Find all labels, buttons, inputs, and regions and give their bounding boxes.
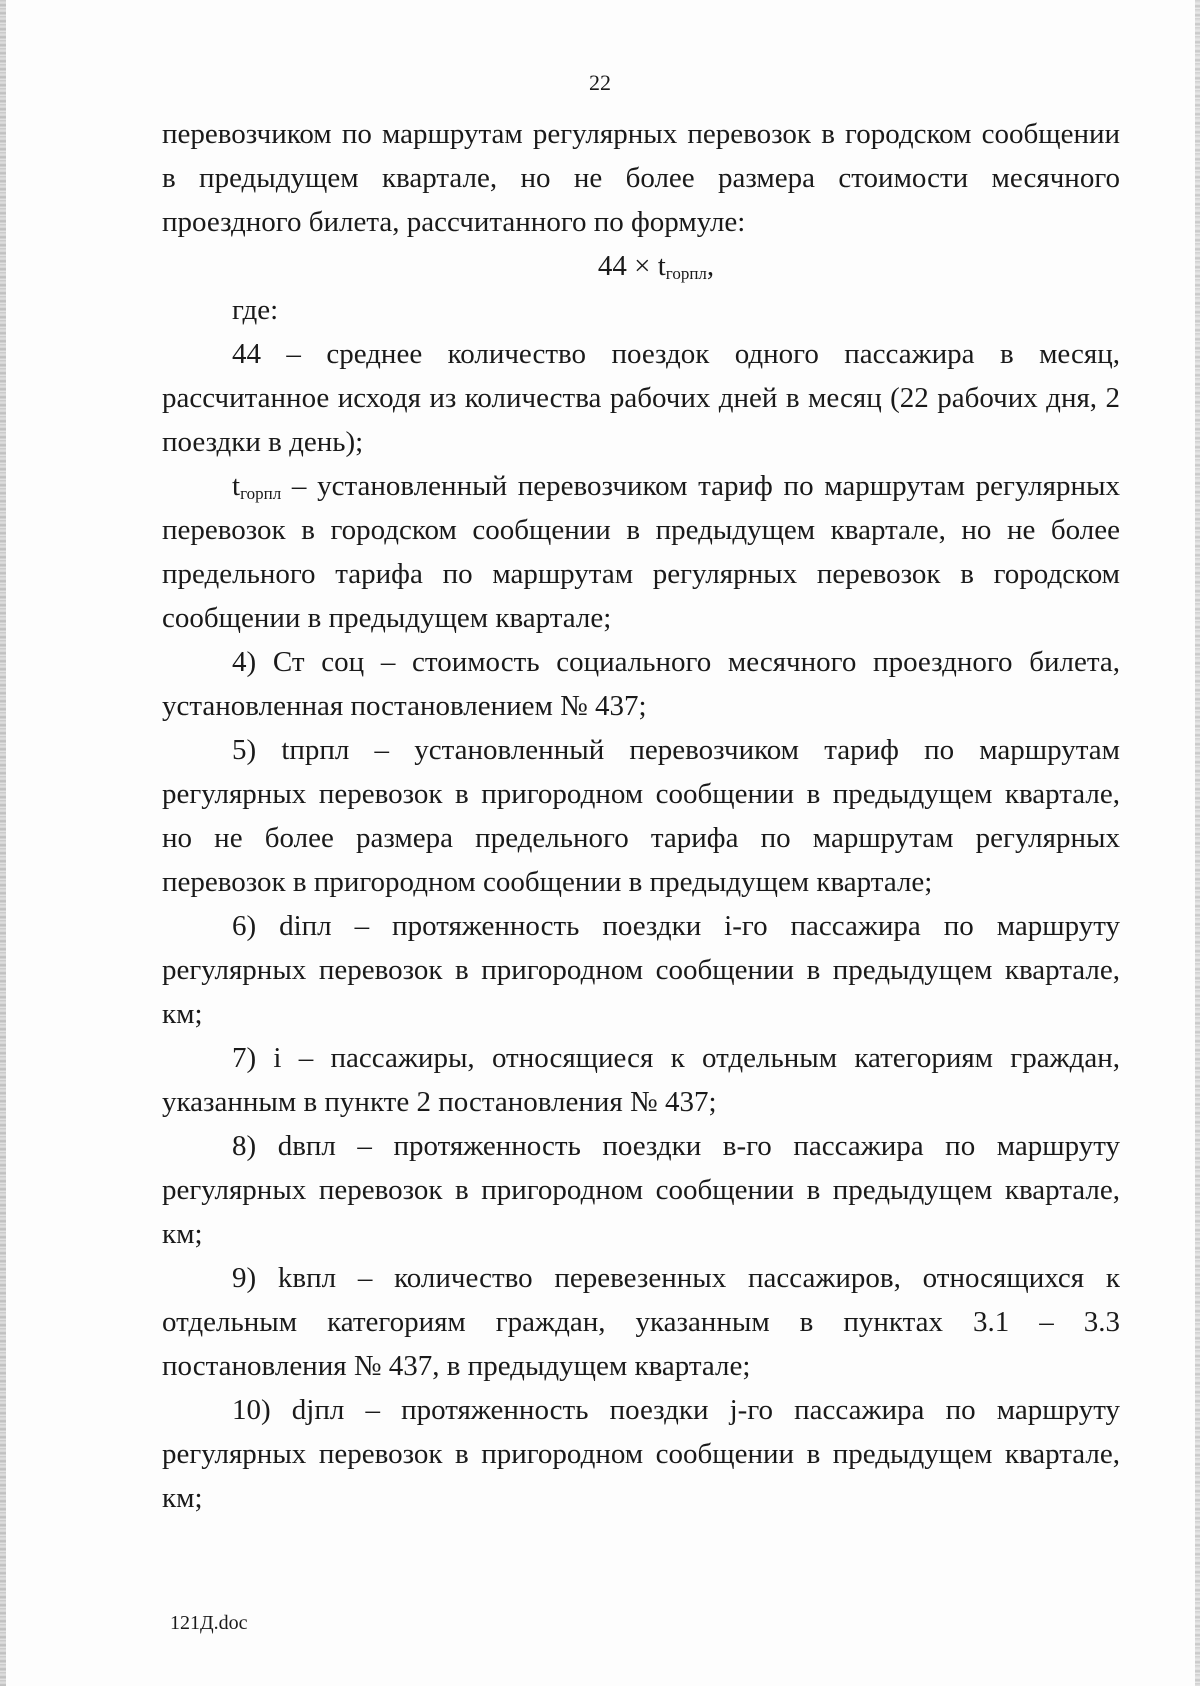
- paragraph-tgorpl: [162, 464, 1120, 640]
- paragraph-44: 44 – среднее количество поездок одного пассажира в месяц, рассчитанное исходя из количества рабочих дней в месяц (22 рабочих дня, 2 поездки в день);: [162, 338, 1120, 458]
- scan-edge-left: [0, 0, 6, 1686]
- page-number: 22: [589, 70, 611, 95]
- paragraph-item-5: 5) tпрпл – установленный перевозчиком тариф по маршрутам регулярных перевозок в пригородном сообщении в предыдущем квартале, но не более размера предельного тарифа по маршрутам регулярных перевозок в пригородном сообщении в предыдущем квартале;: [162, 734, 1120, 898]
- formula-main: 44 × t: [597, 250, 666, 282]
- formula: [162, 244, 1120, 288]
- scan-edge-right: [1195, 0, 1200, 1686]
- paragraph-item-8: 8) dвпл – протяженность поездки в-го пассажира по маршруту регулярных перевозок в пригородном сообщении в предыдущем квартале, км;: [162, 1130, 1120, 1250]
- paragraph-where: где:: [232, 294, 279, 326]
- paragraph-item-9: 9) kвпл – количество перевезенных пассажиров, относящихся к отдельным категориям граждан, указанным в пунктах 3.1 – 3.3 постановления № 437, в предыдущем квартале;: [162, 1262, 1120, 1382]
- formula-subscript: горпл: [665, 264, 707, 283]
- document-body: [162, 112, 1120, 1520]
- tgorpl-symbol: t: [232, 470, 241, 502]
- formula-tail: ,: [706, 250, 715, 282]
- tgorpl-definition: – установленный перевозчиком тариф по маршрутам регулярных перевозок в городском сообщении в предыдущем квартале, но не более предельного тарифа по маршрутам регулярных перевозок в городском сообщении в предыдущем квартале;: [162, 470, 1120, 634]
- paragraph-continuation: перевозчиком по маршрутам регулярных перевозок в городском сообщении в предыдущем квартале, но не более размера стоимости месячного проездного билета, рассчитанного по формуле:: [162, 118, 1120, 238]
- paragraph-item-6: 6) diпл – протяженность поездки i-го пассажира по маршруту регулярных перевозок в пригородном сообщении в предыдущем квартале, км;: [162, 910, 1120, 1030]
- tgorpl-subscript: горпл: [240, 484, 282, 503]
- paragraph-item-10: 10) djпл – протяженность поездки j-го пассажира по маршруту регулярных перевозок в пригородном сообщении в предыдущем квартале, км;: [162, 1394, 1120, 1514]
- footer-filename: 121Д.doc: [170, 1612, 248, 1634]
- paragraph-item-4: 4) Ст соц – стоимость социального месячного проездного билета, установленная постановлением № 437;: [162, 646, 1120, 722]
- paragraph-item-7: 7) i – пассажиры, относящиеся к отдельным категориям граждан, указанным в пункте 2 постановления № 437;: [162, 1042, 1120, 1118]
